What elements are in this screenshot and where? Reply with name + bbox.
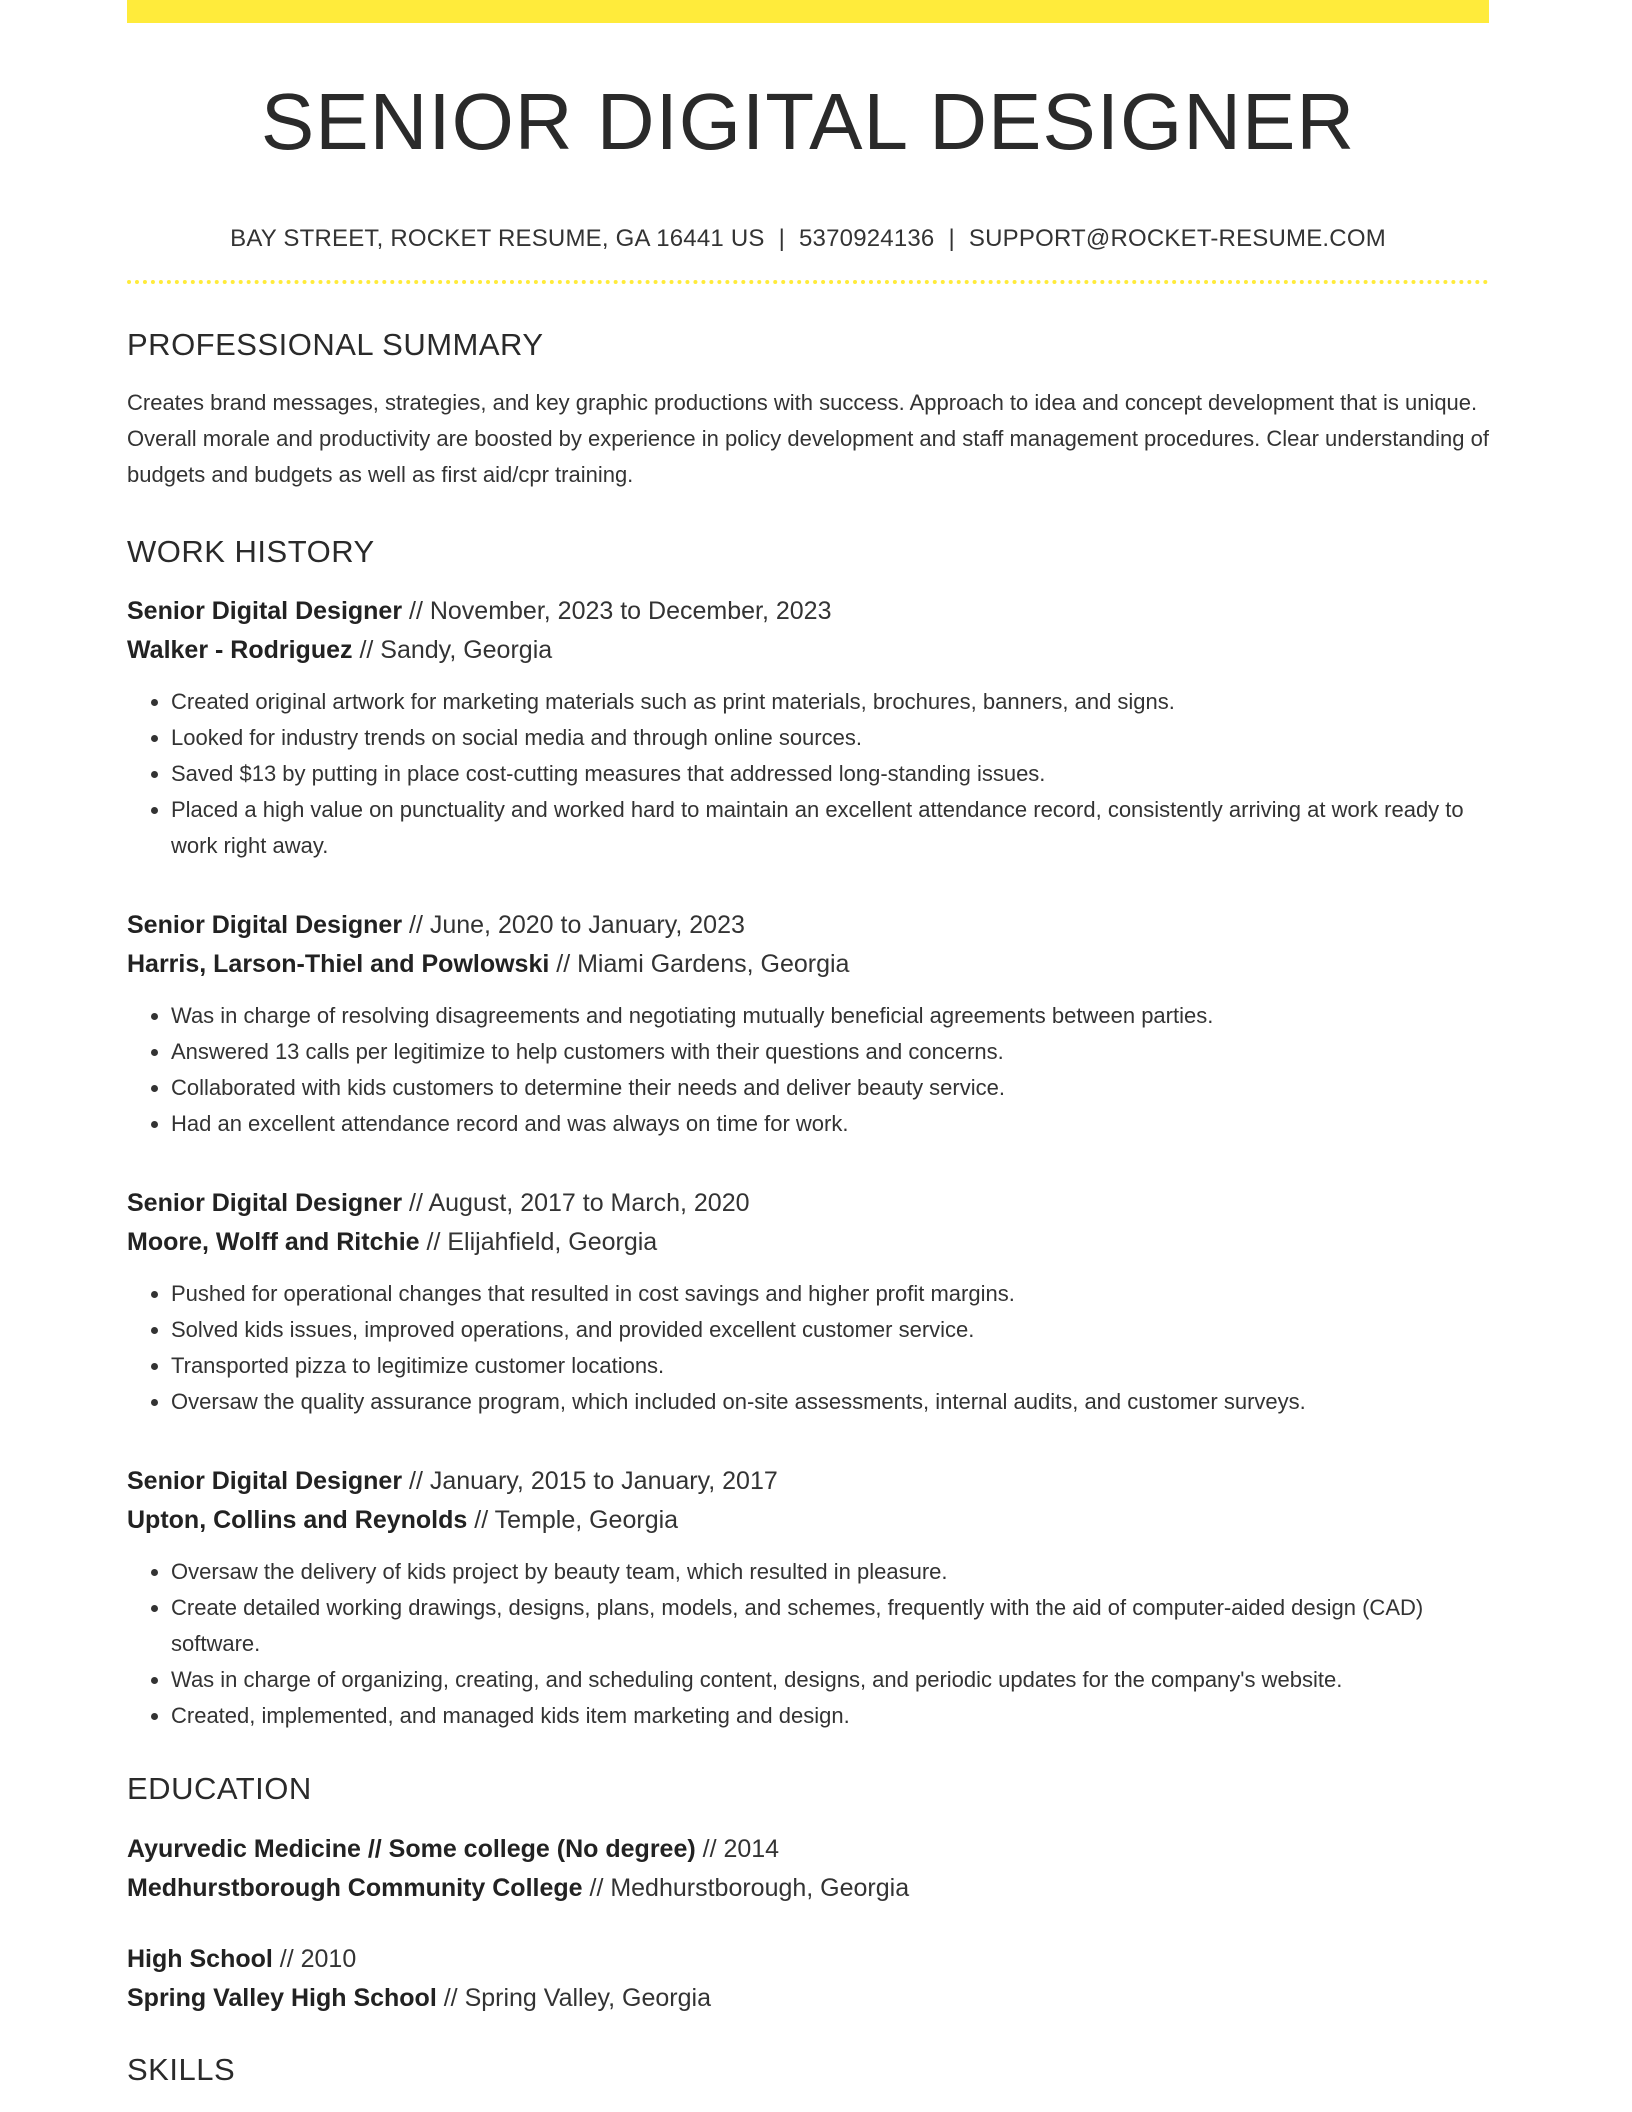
resume-title: SENIOR DIGITAL DESIGNER [260,77,1356,166]
job-bullet: • Was in charge of organizing, creating, and scheduling content, designs, and periodic updates for the company's website. [171,1662,1489,1698]
contact-separator: | [778,225,785,252]
resume-page [127,0,1489,2088]
job-company: Harris, Larson-Thiel and Powlowski [127,950,550,979]
job-company-line [127,1501,1489,1540]
job-dates: // August, 2017 to March, 2020 [402,1189,750,1218]
job-location: // Miami Gardens, Georgia [549,950,850,979]
education-degree-line [127,1830,1489,1869]
contact-phone: 5370924136 [799,225,935,252]
job-title-line [127,592,1489,631]
summary-text: Creates brand messages, strategies, and key graphic productions with success. Approach to idea and concept development that is unique. Overall morale and productivity are boosted by experience in policy development and staff management procedures. Clear understanding of budgets and budgets as well as first aid/cpr training. [127,390,1489,488]
contact-email: SUPPORT@ROCKET-RESUME.COM [968,225,1386,252]
job-company-line [127,1223,1489,1262]
education-degree: High School [127,1944,273,1973]
job-company: Moore, Wolff and Ritchie [127,1228,420,1257]
education-degree-line [127,1940,1489,1979]
job-title: Senior Digital Designer [127,911,403,940]
job-bullet: • Oversaw the quality assurance program, which included on-site assessments, internal audits, and customer surveys. [171,1384,1489,1420]
job-bullets [127,1276,1489,1420]
job-title-line [127,1462,1489,1501]
education-location: // Medhurstborough, Georgia [582,1873,910,1902]
job-bullet: • Looked for industry trends on social media and through online sources. [171,720,1489,756]
contact-separator: | [948,225,955,252]
job-entry [127,592,1489,864]
job-bullet: • Had an excellent attendance record and was always on time for work. [171,1106,1489,1142]
education-entry [127,1830,1489,1908]
job-bullets [127,684,1489,864]
accent-top-bar [127,0,1489,23]
job-title: Senior Digital Designer [127,1467,403,1496]
job-bullet: • Create detailed working drawings, designs, plans, models, and schemes, frequently with the aid of computer-aided design (CAD) software. [171,1590,1489,1662]
job-company-line [127,631,1489,670]
job-bullet: • Placed a high value on punctuality and worked hard to maintain an excellent attendance record, consistently arriving at work ready to work right away. [171,792,1489,864]
job-title: Senior Digital Designer [127,1189,403,1218]
job-bullet: • Answered 13 calls per legitimize to help customers with their questions and concerns. [171,1034,1489,1070]
job-bullet: • Collaborated with kids customers to determine their needs and deliver beauty service. [171,1070,1489,1106]
job-bullet: • Saved $13 by putting in place cost-cutting measures that addressed long-standing issues. [171,756,1489,792]
dotted-divider [127,280,1489,284]
job-bullet: • Oversaw the delivery of kids project by beauty team, which resulted in pleasure. [171,1554,1489,1590]
job-location: // Temple, Georgia [467,1506,679,1535]
job-bullet: • Created original artwork for marketing materials such as print materials, brochures, banners, and signs. [171,684,1489,720]
job-company: Upton, Collins and Reynolds [127,1506,468,1535]
education-year: // 2014 [695,1834,780,1863]
summary-heading: PROFESSIONAL SUMMARY [127,327,544,362]
education-entry [127,1940,1489,2018]
job-bullet: • Pushed for operational changes that resulted in cost savings and higher profit margins. [171,1276,1489,1312]
job-dates: // June, 2020 to January, 2023 [402,911,745,940]
job-bullet: • Created, implemented, and managed kids item marketing and design. [171,1698,1489,1734]
skills-heading: SKILLS [127,2051,236,2087]
job-entry [127,1184,1489,1420]
job-entry [127,1462,1489,1734]
work-history-heading: WORK HISTORY [127,534,375,570]
education-school-line [127,1979,1489,2018]
education-school: Spring Valley High School [127,1983,437,2012]
job-bullets [127,1554,1489,1734]
education-year: // 2010 [272,1944,357,1973]
job-bullet: • Solved kids issues, improved operations, and provided excellent customer service. [171,1312,1489,1348]
job-company: Walker - Rodriguez [127,636,353,665]
job-title: Senior Digital Designer [127,597,403,626]
job-bullet: • Transported pizza to legitimize customer locations. [171,1348,1489,1384]
job-title-line [127,1184,1489,1223]
job-location: // Elijahfield, Georgia [419,1228,658,1257]
job-bullet: • Was in charge of resolving disagreements and negotiating mutually beneficial agreements between parties. [171,998,1489,1034]
job-dates: // November, 2023 to December, 2023 [402,597,832,626]
education-degree: Ayurvedic Medicine // Some college (No degree) [127,1834,696,1863]
contact-line [127,225,1489,253]
job-location: // Sandy, Georgia [352,636,553,665]
education-location: // Spring Valley, Georgia [436,1983,711,2012]
job-company-line [127,945,1489,984]
job-dates: // January, 2015 to January, 2017 [402,1467,778,1496]
contact-address: BAY STREET, ROCKET RESUME, GA 16441 US [230,225,765,252]
job-entry [127,906,1489,1142]
education-heading: EDUCATION [127,1771,312,1807]
education-school: Medhurstborough Community College [127,1873,583,1902]
job-title-line [127,906,1489,945]
job-bullets [127,998,1489,1142]
education-school-line [127,1869,1489,1908]
